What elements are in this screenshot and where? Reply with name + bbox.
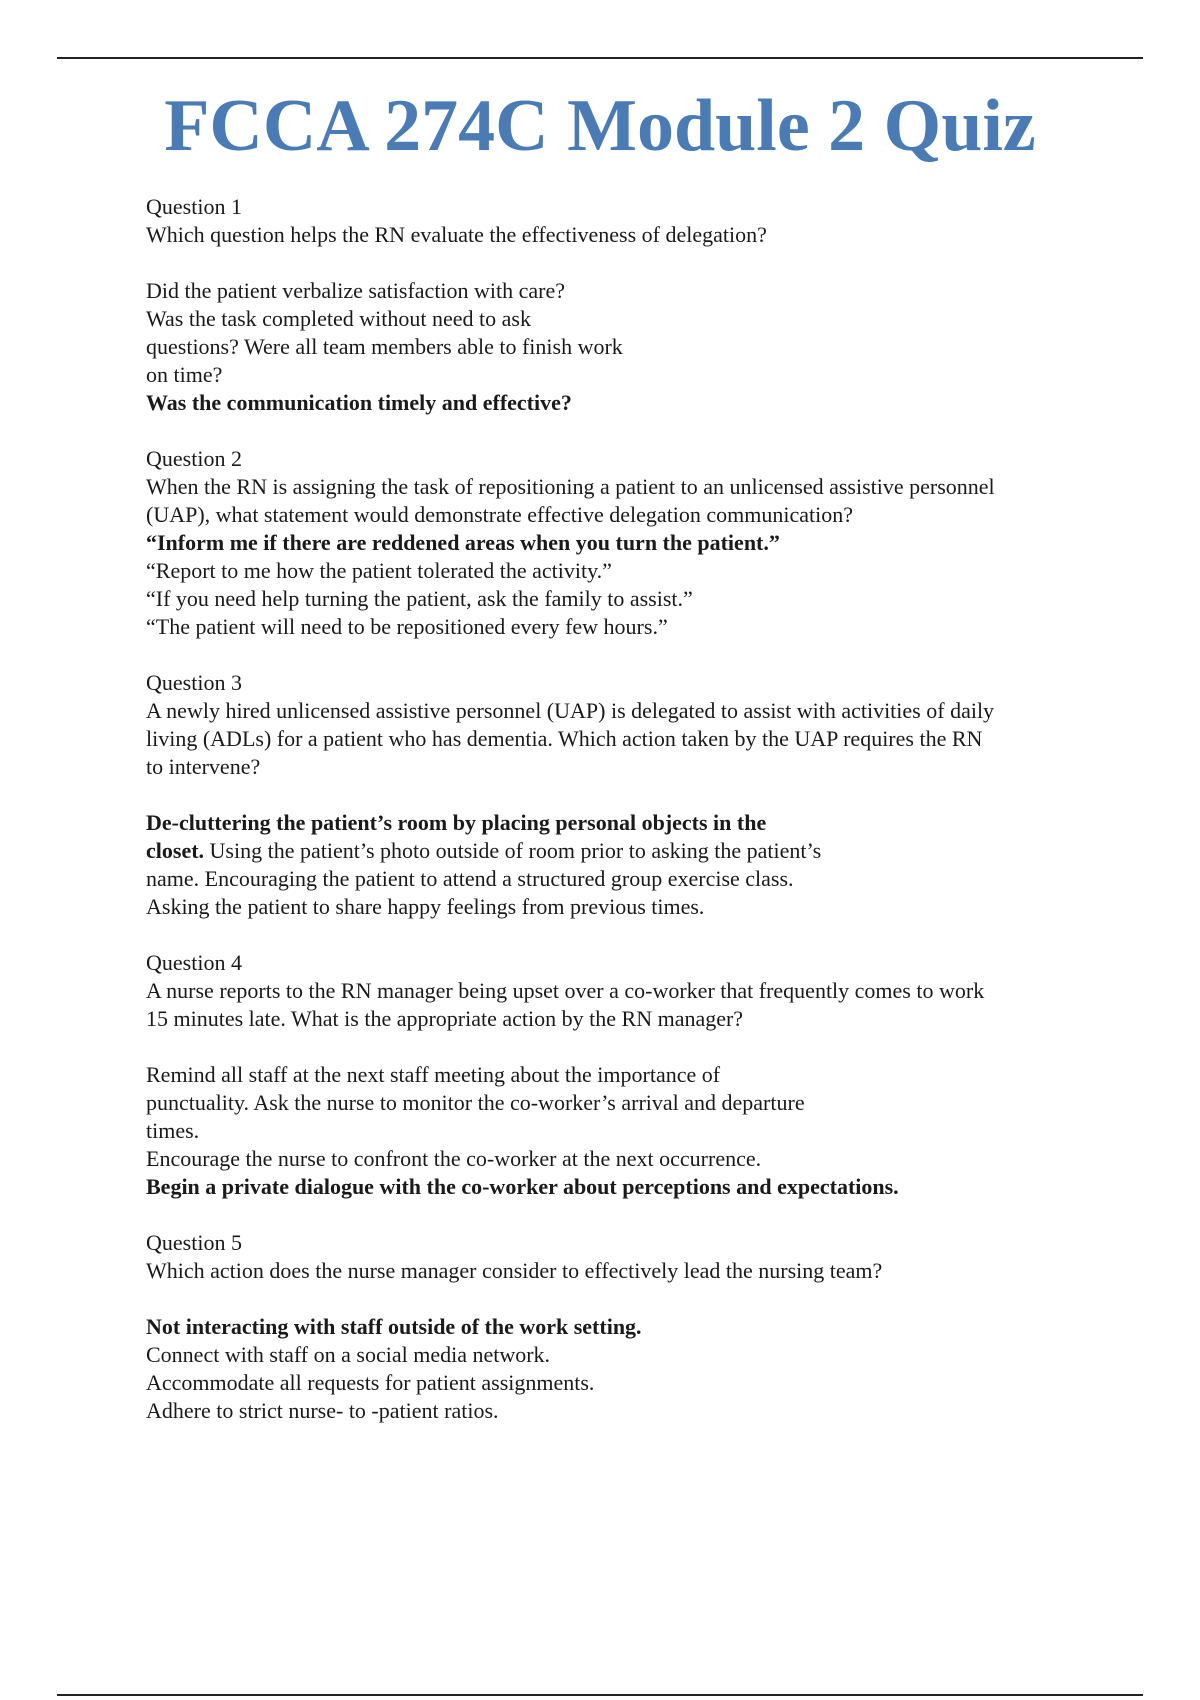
- answer-option: Did the patient verbalize satisfaction with care?: [146, 278, 566, 303]
- question-stem: (UAP), what statement would demonstrate effective delegation communication?: [146, 502, 854, 527]
- answer-option: “If you need help turning the patient, ask the family to assist.”: [146, 586, 693, 611]
- answer-option: Accommodate all requests for patient assignments.: [146, 1370, 595, 1395]
- answer-option-line: [146, 837, 1096, 865]
- document-title: FCCA 274C Module 2 Quiz: [164, 85, 1036, 167]
- question-stem: A newly hired unlicensed assistive personnel (UAP) is delegated to assist with activities of daily: [146, 698, 995, 723]
- answer-option: “The patient will need to be repositioned every few hours.”: [146, 614, 668, 639]
- answer-option: Connect with staff on a social media network.: [146, 1342, 551, 1367]
- question-5-options: [146, 1313, 1096, 1425]
- question-stem: 15 minutes late. What is the appropriate action by the RN manager?: [146, 1006, 744, 1031]
- answer-option: times.: [146, 1118, 200, 1143]
- question-5: [146, 1229, 1096, 1285]
- question-stem: Which action does the nurse manager consider to effectively lead the nursing team?: [146, 1258, 883, 1283]
- question-stem: A nurse reports to the RN manager being upset over a co-worker that frequently comes to work: [146, 978, 985, 1003]
- question-1: [146, 193, 1096, 249]
- bottom-rule: [57, 1694, 1143, 1696]
- correct-answer: Not interacting with staff outside of the work setting.: [146, 1314, 642, 1339]
- question-label: Question 5: [146, 1230, 242, 1255]
- answer-option: Remind all staff at the next staff meeting about the importance of: [146, 1062, 721, 1087]
- question-stem: Which question helps the RN evaluate the effectiveness of delegation?: [146, 222, 767, 247]
- answer-option: Adhere to strict nurse- to -patient ratios.: [146, 1398, 499, 1423]
- question-4-options: [146, 1061, 1096, 1201]
- answer-option: Asking the patient to share happy feelings from previous times.: [146, 894, 705, 919]
- question-3: [146, 669, 1096, 781]
- question-label: Question 2: [146, 446, 242, 471]
- question-stem: to intervene?: [146, 754, 261, 779]
- answer-option: Was the task completed without need to ask: [146, 306, 531, 331]
- question-label: Question 4: [146, 950, 242, 975]
- answer-option: on time?: [146, 362, 223, 387]
- question-2: [146, 445, 1096, 641]
- answer-option: punctuality. Ask the nurse to monitor the co-worker’s arrival and departure: [146, 1090, 805, 1115]
- question-stem: When the RN is assigning the task of repositioning a patient to an unlicensed assistive personnel: [146, 474, 995, 499]
- quiz-content: [146, 193, 1096, 1453]
- top-rule: [57, 57, 1143, 59]
- correct-answer: Begin a private dialogue with the co-worker about perceptions and expectations.: [146, 1174, 899, 1199]
- question-3-options: [146, 809, 1096, 921]
- answer-option: Encourage the nurse to confront the co-worker at the next occurrence.: [146, 1146, 762, 1171]
- correct-answer: Was the communication timely and effective?: [146, 390, 572, 415]
- answer-option: name. Encouraging the patient to attend a structured group exercise class.: [146, 866, 794, 891]
- question-4: [146, 949, 1096, 1033]
- answer-option: questions? Were all team members able to finish work: [146, 334, 623, 359]
- answer-option: “Report to me how the patient tolerated the activity.”: [146, 558, 612, 583]
- correct-answer: “Inform me if there are reddened areas when you turn the patient.”: [146, 530, 780, 555]
- question-label: Question 3: [146, 670, 242, 695]
- question-label: Question 1: [146, 194, 242, 219]
- correct-answer: De-cluttering the patient’s room by placing personal objects in the: [146, 810, 767, 835]
- question-1-options: [146, 277, 1096, 417]
- answer-option: Using the patient’s photo outside of room prior to asking the patient’s: [204, 838, 822, 863]
- question-stem: living (ADLs) for a patient who has dementia. Which action taken by the UAP requires the RN: [146, 726, 983, 751]
- correct-answer-end: closet.: [146, 838, 205, 863]
